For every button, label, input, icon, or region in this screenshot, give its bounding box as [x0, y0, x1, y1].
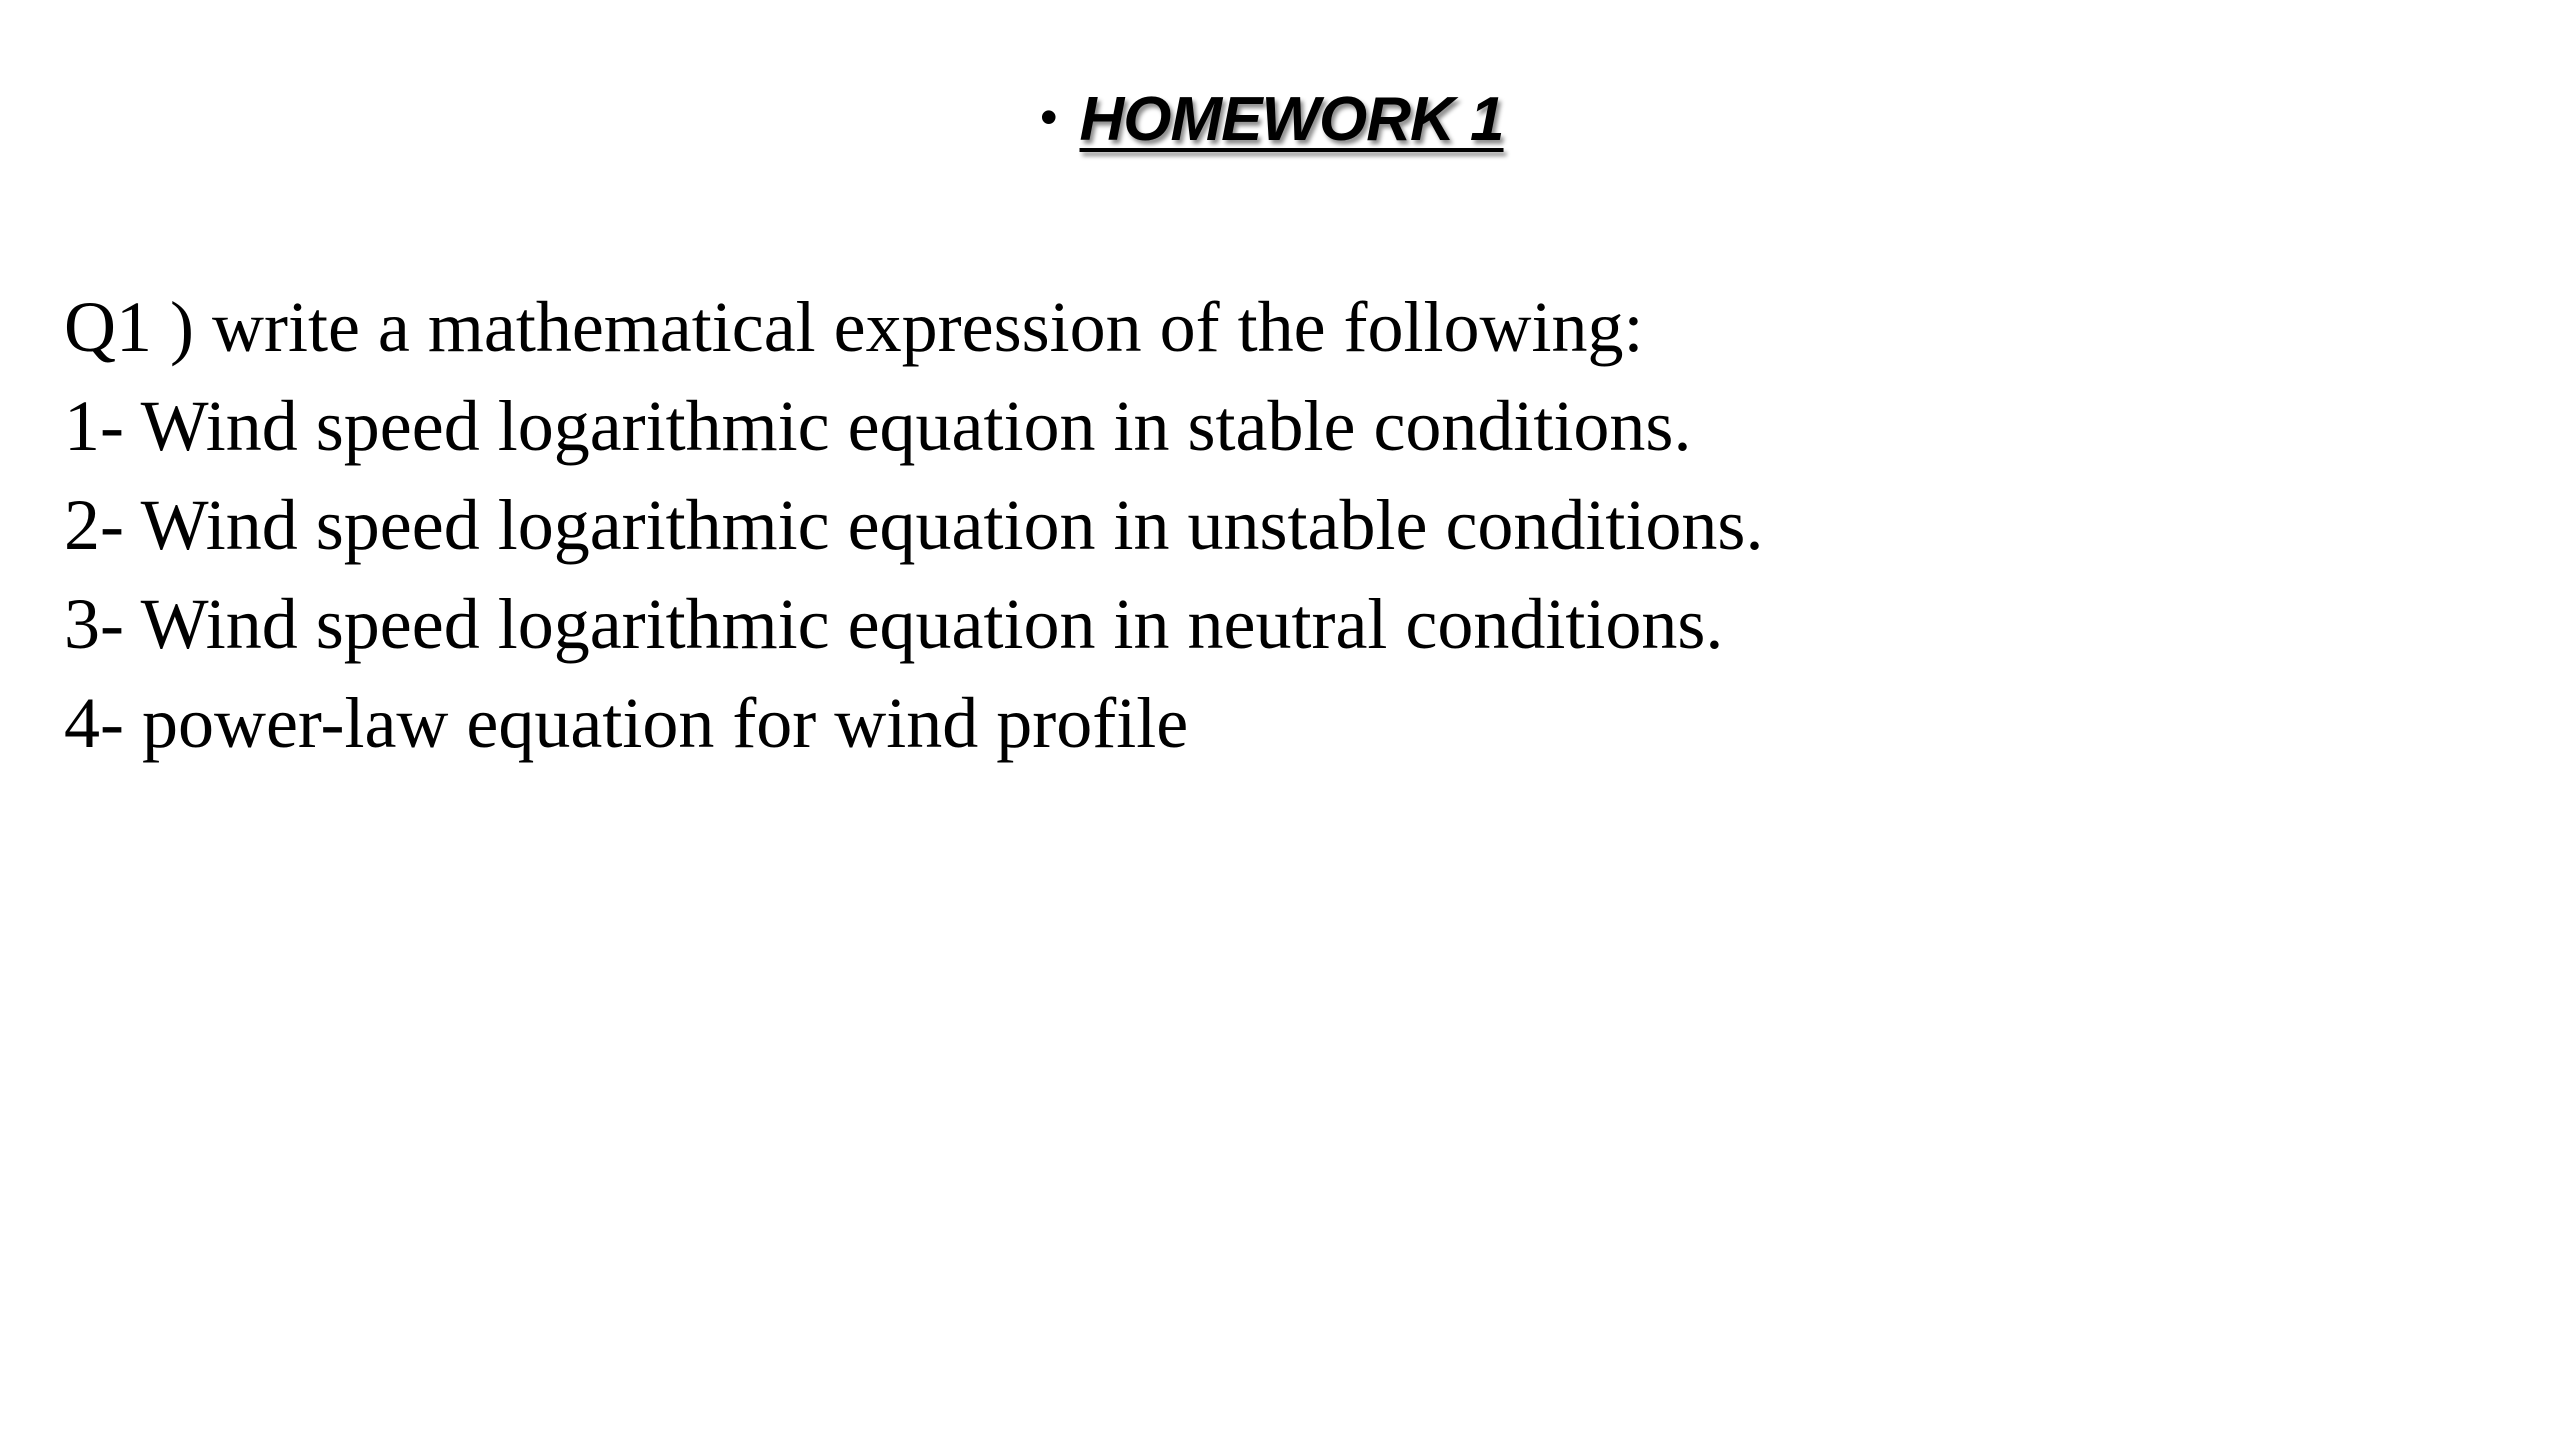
list-item-1: 1- Wind speed logarithmic equation in stable conditions.: [64, 386, 1692, 466]
list-item-4: 4- power-law equation for wind profile: [64, 683, 1189, 763]
list-item-3: 3- Wind speed logarithmic equation in neutral conditions.: [64, 584, 1724, 664]
question-line: Q1 ) write a mathematical expression of the following:: [64, 287, 1644, 367]
slide-title: HOMEWORK 1: [1079, 85, 1504, 154]
slide-body: [64, 278, 1763, 773]
list-item-2: 2- Wind speed logarithmic equation in unstable conditions.: [64, 485, 1764, 565]
slide-title-row: [1040, 84, 1504, 155]
bullet-icon: •: [1040, 89, 1058, 145]
